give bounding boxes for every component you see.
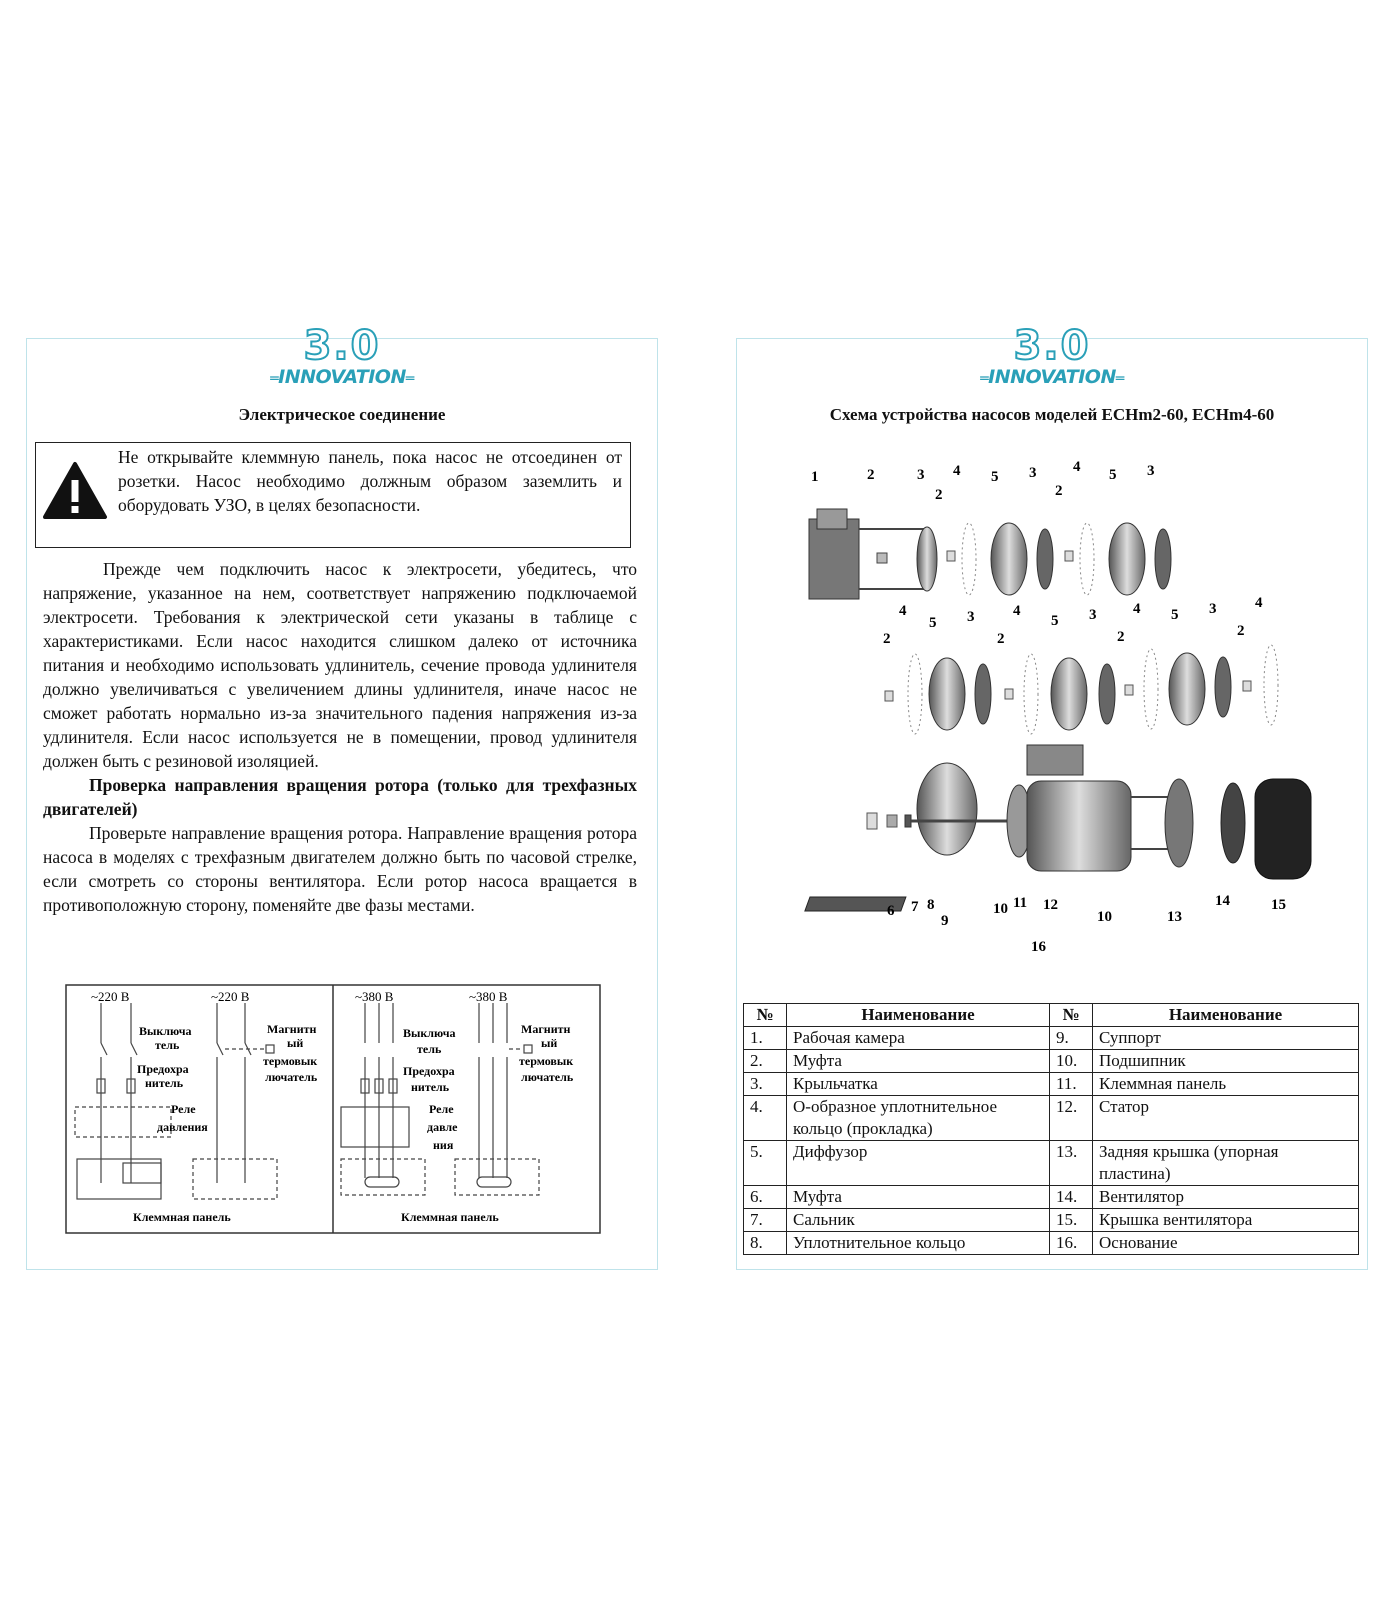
voltage-220-b: ~220 В	[211, 989, 250, 1004]
label-switch: Выключа	[139, 1024, 192, 1038]
column-header-name: Наименование	[1093, 1004, 1359, 1027]
table-cell: Муфта	[787, 1050, 1050, 1073]
table-cell: Уплотнительное кольцо	[787, 1232, 1050, 1255]
table-row	[744, 1186, 1359, 1209]
logo-wordmark: INNOVATION	[988, 366, 1116, 388]
table-cell: 1.	[744, 1027, 787, 1050]
logo-text: ═INNOVATION═	[270, 366, 414, 388]
part-label: 7	[911, 899, 919, 915]
logo-mark: 3.0	[303, 323, 381, 369]
table-cell: 5.	[744, 1141, 787, 1186]
part-label: 4	[1013, 603, 1021, 619]
table-row	[744, 1050, 1359, 1073]
table-cell: 16.	[1050, 1232, 1093, 1255]
part-label: 3	[1029, 465, 1037, 481]
label-terminal-panel: Клеммная панель	[401, 1210, 499, 1224]
table-cell: 12.	[1050, 1096, 1093, 1141]
part-label: 2	[867, 467, 875, 483]
label-fuse: нитель	[411, 1080, 450, 1094]
part-label: 12	[1043, 897, 1058, 913]
part-label: 4	[899, 603, 907, 619]
label-thermal-switch: Магнитн	[267, 1022, 317, 1036]
logo-mark: 3.0	[1013, 323, 1091, 369]
table-cell: Задняя крышка (упорная пластина)	[1093, 1141, 1359, 1186]
table-cell: Сальник	[787, 1209, 1050, 1232]
table-cell: О-образное уплотнительное кольцо (прокладка)	[787, 1096, 1050, 1141]
table-cell: Рабочая камера	[787, 1027, 1050, 1050]
diagram-row-2	[885, 645, 1278, 734]
part-label: 5	[991, 469, 999, 485]
label-relay: ния	[433, 1138, 454, 1152]
table-cell: 10.	[1050, 1050, 1093, 1073]
table-cell: 2.	[744, 1050, 787, 1073]
table-row	[744, 1027, 1359, 1050]
part-label: 16	[1031, 939, 1046, 955]
voltage-380-b: ~380 В	[469, 989, 508, 1004]
label-fuse: нитель	[145, 1076, 184, 1090]
part-label: 15	[1271, 897, 1286, 913]
table-cell: 15.	[1050, 1209, 1093, 1232]
table-cell: Крышка вентилятора	[1093, 1209, 1359, 1232]
paragraph-connection: Прежде чем подключить насос к электросети, убедитесь, что напряжение, указанное на нем, соответствует напряжению подключаемой электросети. Требования к электрической сети указаны в таблице с характеристиками. Если насос находится слишком далеко от источника питания и необходимо использовать удлинитель, сечение провода удлинителя должно увеличиваться с увеличением длины удлинителя, иначе насос не сможет работать нормально из-за значительного падения напряжения из-за удлинителя. Если насос используется не в помещении, провод удлинителя должен быть с резиновой изоляцией.	[43, 559, 637, 771]
table-row	[744, 1209, 1359, 1232]
part-label: 2	[935, 487, 943, 503]
column-header-number: №	[1050, 1004, 1093, 1027]
column-header-name: Наименование	[787, 1004, 1050, 1027]
label-relay: Реле	[429, 1102, 454, 1116]
part-label: 14	[1215, 893, 1230, 909]
label-relay: давле	[427, 1120, 458, 1134]
table-cell: Крыльчатка	[787, 1073, 1050, 1096]
part-label: 9	[941, 913, 949, 929]
label-switch: тель	[417, 1042, 442, 1056]
column-header-number: №	[744, 1004, 787, 1027]
table-cell: 14.	[1050, 1186, 1093, 1209]
table-cell: 7.	[744, 1209, 787, 1232]
part-label: 5	[929, 615, 937, 631]
part-label: 5	[1051, 613, 1059, 629]
table-row	[744, 1232, 1359, 1255]
label-thermal-switch: лючатель	[521, 1070, 574, 1084]
table-cell: Муфта	[787, 1186, 1050, 1209]
part-label: 5	[1171, 607, 1179, 623]
part-label: 4	[1073, 459, 1081, 475]
part-label: 2	[1055, 483, 1063, 499]
part-label: 3	[1209, 601, 1217, 617]
label-thermal-switch: термовык	[519, 1054, 574, 1068]
part-label: 2	[1117, 629, 1125, 645]
table-cell: 4.	[744, 1096, 787, 1141]
table-cell: 13.	[1050, 1141, 1093, 1186]
paragraph-rotation: Проверьте направление вращения ротора. Направление вращения ротора насоса в моделях с трехфазным двигателем должно быть по часовой стрелке, если смотреть со стороны вентилятора. Если ротор насоса вращается в противоположную сторону, поменяйте две фазы местами.	[43, 823, 637, 915]
label-relay: давления	[157, 1120, 208, 1134]
label-thermal-switch: термовык	[263, 1054, 318, 1068]
table-cell: Вентилятор	[1093, 1186, 1359, 1209]
logo-text: ═INNOVATION═	[980, 366, 1124, 388]
table-cell: 6.	[744, 1186, 787, 1209]
part-label: 4	[1133, 601, 1141, 617]
part-label: 1	[811, 469, 819, 485]
table-row	[744, 1141, 1359, 1186]
label-relay: Реле	[171, 1102, 196, 1116]
warning-box	[35, 442, 631, 548]
label-terminal-panel: Клеммная панель	[133, 1210, 231, 1224]
part-label: 4	[953, 463, 961, 479]
table-cell: 9.	[1050, 1027, 1093, 1050]
logo-wordmark: INNOVATION	[278, 366, 406, 388]
right-page	[736, 323, 1368, 1270]
table-cell: 3.	[744, 1073, 787, 1096]
part-label: 11	[1013, 895, 1028, 911]
diagram-row-3	[805, 745, 1311, 911]
part-label: 2	[997, 631, 1005, 647]
page-title: Электрическое соединение	[238, 405, 446, 424]
label-thermal-switch: ый	[541, 1036, 558, 1050]
part-label: 2	[1237, 623, 1245, 639]
table-header-row	[744, 1004, 1359, 1027]
left-page	[26, 323, 658, 1270]
part-label: 3	[1089, 607, 1097, 623]
table-row	[744, 1096, 1359, 1141]
label-fuse: Предохра	[137, 1062, 189, 1076]
diagram-row-1	[809, 509, 1171, 599]
table-cell: 11.	[1050, 1073, 1093, 1096]
table-cell: Клеммная панель	[1093, 1073, 1359, 1096]
part-label: 4	[1255, 595, 1263, 611]
label-switch: тель	[155, 1038, 180, 1052]
label-thermal-switch: Магнитн	[521, 1022, 571, 1036]
body-text	[43, 557, 637, 917]
part-label: 5	[1109, 467, 1117, 483]
part-label: 10	[1097, 909, 1112, 925]
section-subheading: Проверка направления вращения ротора (только для трехфазных двигателей)	[43, 775, 637, 819]
wiring-diagram	[65, 983, 601, 1235]
brand-logo	[27, 325, 657, 389]
table-cell: Диффузор	[787, 1141, 1050, 1186]
exploded-pump-diagram	[787, 449, 1327, 959]
part-label: 2	[883, 631, 891, 647]
label-fuse: Предохра	[403, 1064, 455, 1078]
voltage-380-a: ~380 В	[355, 989, 394, 1004]
part-label: 6	[887, 903, 895, 919]
warning-text: Не открывайте клеммную панель, пока насос не отсоединен от розетки. Насос необходимо должным образом заземлить и оборудовать УЗО, в целях безопасности.	[118, 447, 622, 515]
part-label: 8	[927, 897, 935, 913]
page-title: Схема устройства насосов моделей ECHm2-60, ECHm4-60	[829, 405, 1275, 424]
table-cell: Подшипник	[1093, 1050, 1359, 1073]
table-row	[744, 1073, 1359, 1096]
part-label: 3	[967, 609, 975, 625]
brand-logo	[737, 325, 1367, 389]
table-cell: Статор	[1093, 1096, 1359, 1141]
part-label: 10	[993, 901, 1008, 917]
table-cell: Основание	[1093, 1232, 1359, 1255]
label-thermal-switch: лючатель	[265, 1070, 318, 1084]
table-cell: 8.	[744, 1232, 787, 1255]
part-label: 3	[1147, 463, 1155, 479]
part-label: 13	[1167, 909, 1182, 925]
warning-icon	[42, 461, 108, 521]
label-switch: Выключа	[403, 1026, 456, 1040]
table-cell: Суппорт	[1093, 1027, 1359, 1050]
label-thermal-switch: ый	[287, 1036, 304, 1050]
voltage-220-a: ~220 В	[91, 989, 130, 1004]
part-label: 3	[917, 467, 925, 483]
parts-table	[743, 1003, 1359, 1255]
